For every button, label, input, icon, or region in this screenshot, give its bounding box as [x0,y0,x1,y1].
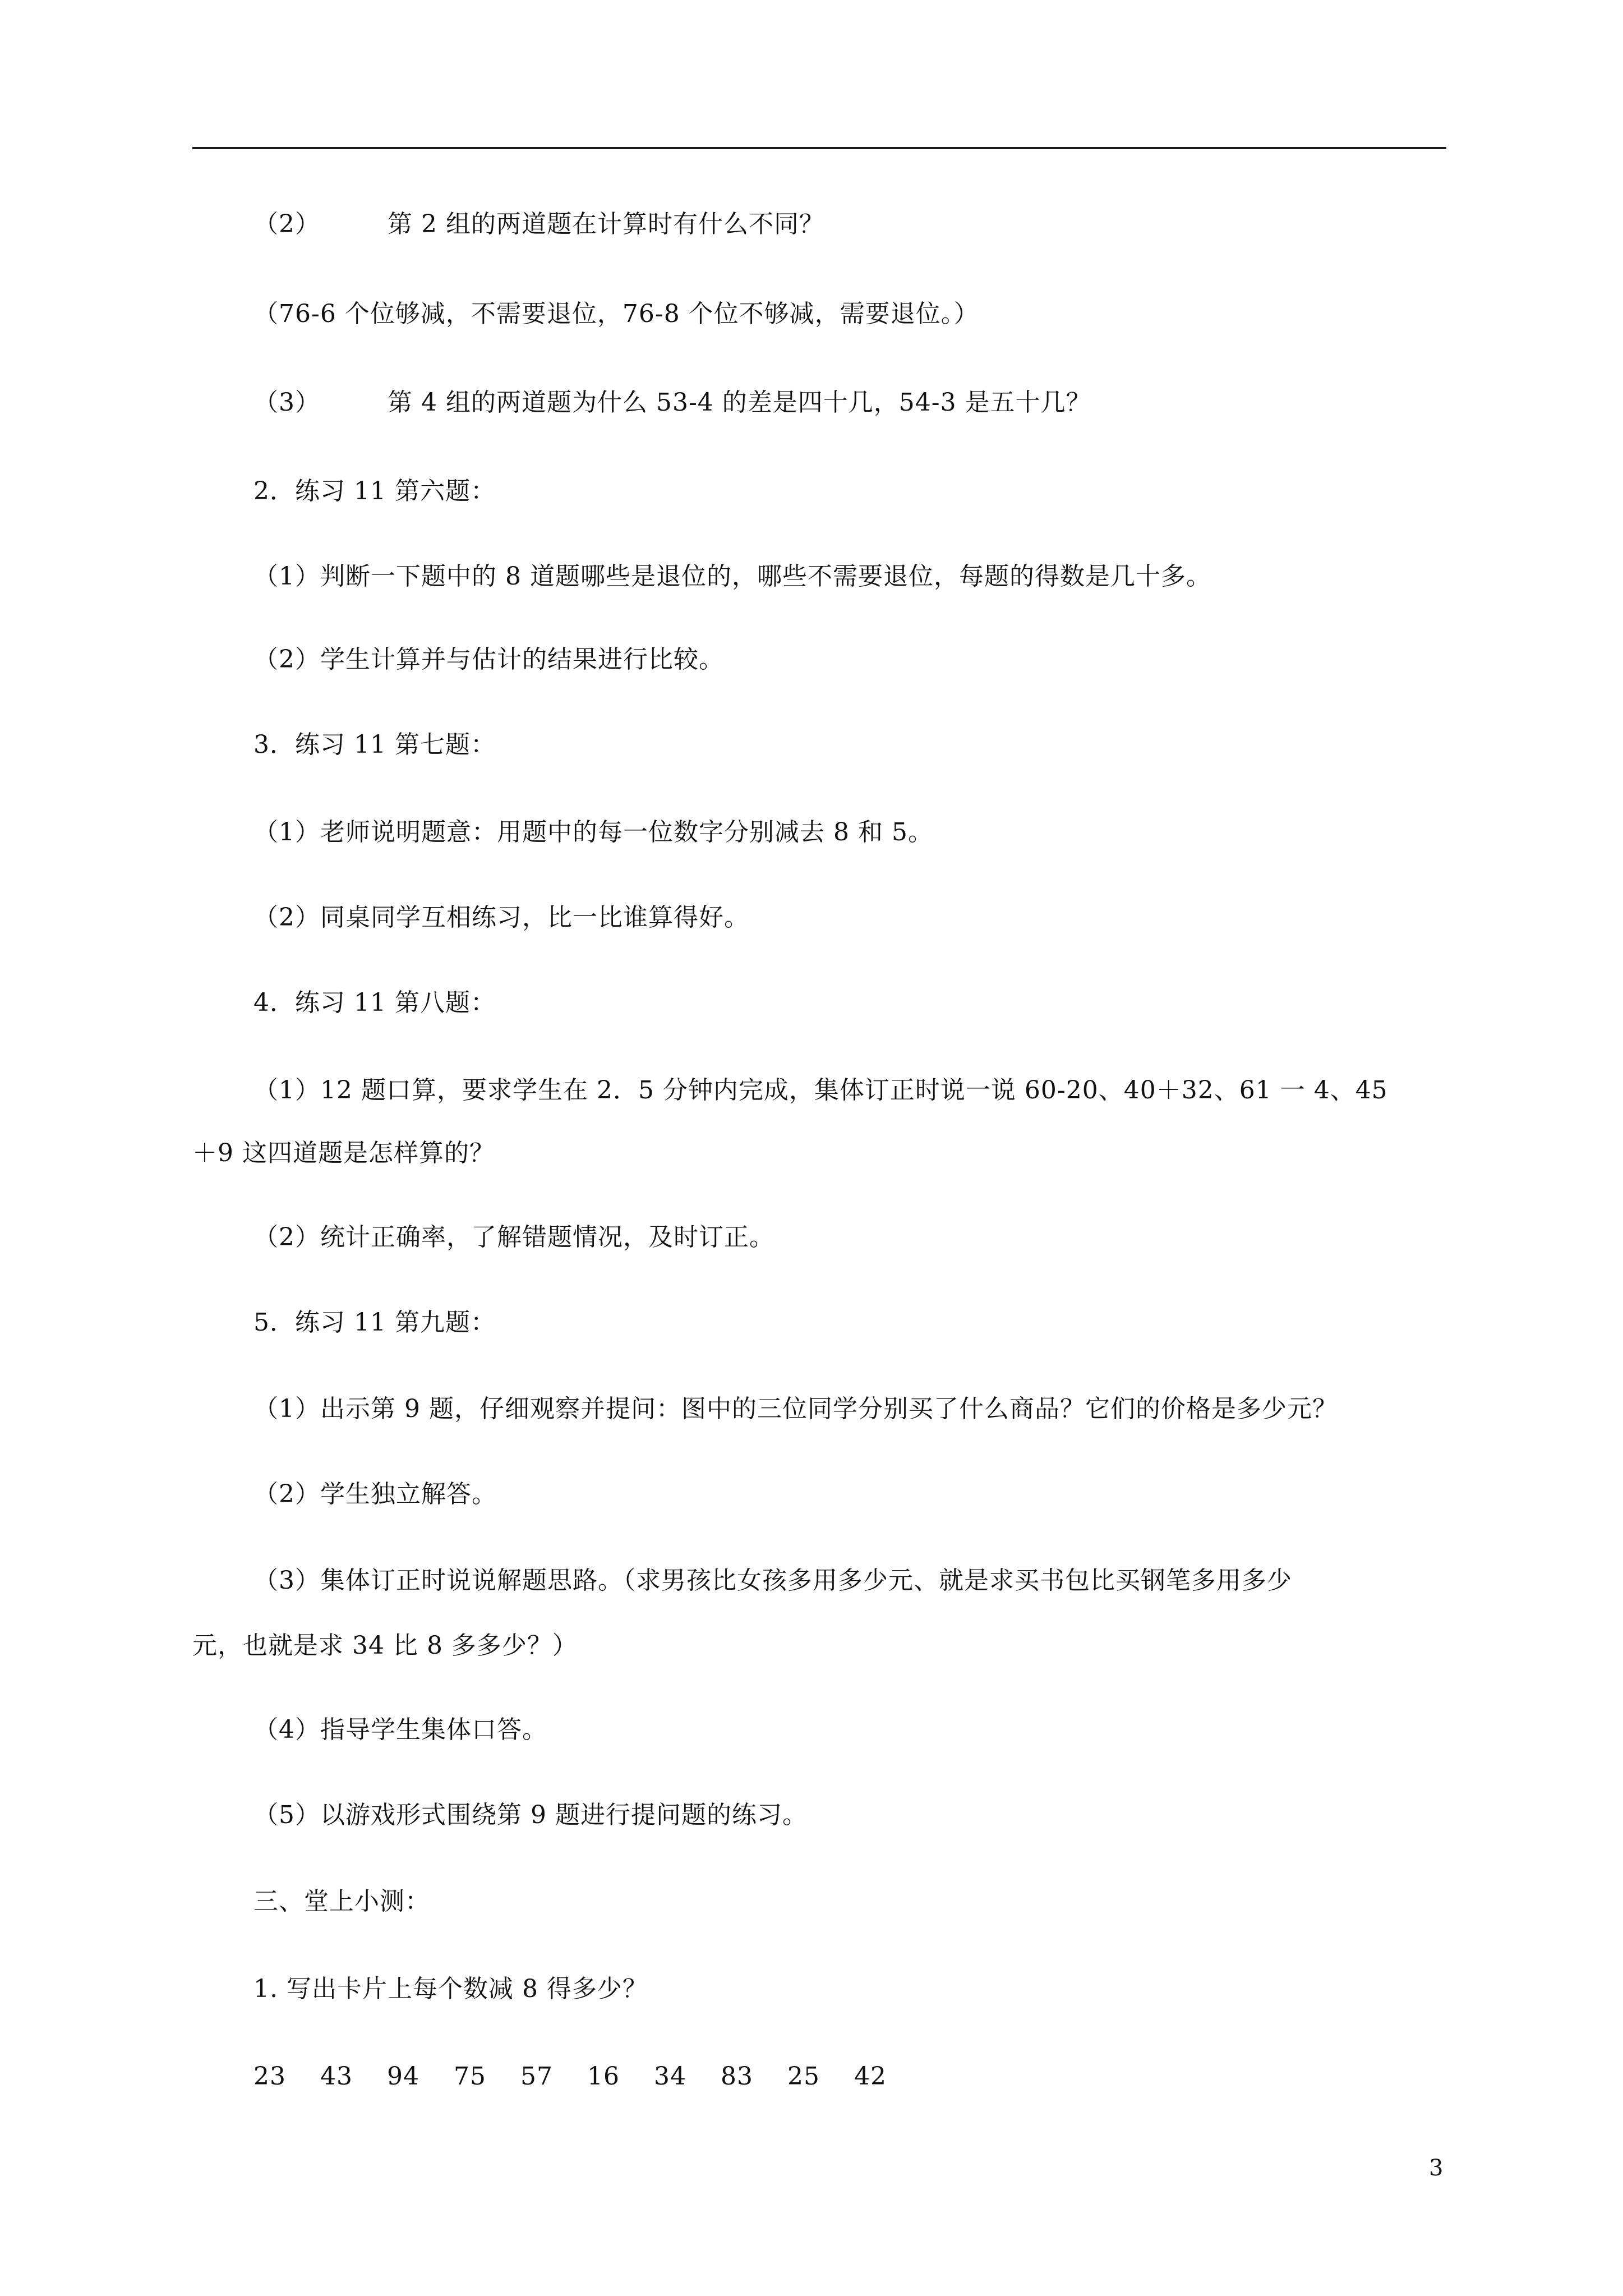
answer-line: （76-6 个位够减，不需要退位，76-8 个位不够减，需要退位。） [253,300,979,328]
paragraph-continuation: 元，也就是求 34 比 8 多多少？） [192,1631,578,1660]
number-row [253,2061,912,2092]
question-line-2 [253,209,824,240]
paragraph: （2）同桌同学互相练习，比一比谁算得好。 [253,903,749,932]
paragraph: （1）判断一下题中的 8 道题哪些是退位的，哪些不需要退位，每题的得数是几十多。 [253,562,1211,591]
number-item: 23 [253,2062,286,2091]
header-rule [192,147,1446,149]
paragraph: （2）统计正确率，了解错题情况，及时订正。 [253,1223,774,1251]
number-item: 83 [721,2062,753,2091]
section-heading-3: 3．练习 11 第七题： [253,730,496,759]
paragraph: （1）出示第 9 题，仔细观察并提问：图中的三位同学分别买了什么商品？它们的价格是多少元？ [253,1395,1338,1423]
section-heading-4: 4．练习 11 第八题： [253,988,496,1017]
paragraph: （1）老师说明题意：用题中的每一位数字分别减去 8 和 5。 [253,818,933,846]
section-heading-5: 5．练习 11 第九题： [253,1308,496,1337]
paragraph-continuation: ＋9 这四道题是怎样算的？ [192,1139,495,1167]
number-item: 25 [787,2062,820,2091]
paragraph: （2）学生独立解答。 [253,1480,497,1508]
paragraph: （1）12 题口算，要求学生在 2．5 分钟内完成，集体订正时说一说 60-20、40＋32、61 一 4、45 [253,1076,1388,1105]
section-heading-quiz: 三、堂上小测： [253,1887,430,1916]
question-number: （3） [253,388,320,417]
question-line-3 [253,387,1091,418]
question-number: （2） [253,210,320,238]
number-item: 43 [320,2062,353,2091]
paragraph: （5）以游戏形式围绕第 9 题进行提问题的练习。 [253,1801,808,1829]
question-text: 第 4 组的两道题为什么 53-4 的差是四十几，54-3 是五十几？ [388,388,1091,417]
number-item: 42 [854,2062,887,2091]
paragraph: （4）指导学生集体口答。 [253,1715,547,1744]
number-item: 34 [654,2062,686,2091]
number-item: 16 [587,2062,620,2091]
number-item: 57 [520,2062,553,2091]
number-item: 94 [387,2062,419,2091]
question-text: 第 2 组的两道题在计算时有什么不同？ [388,210,824,238]
section-heading-2: 2．练习 11 第六题： [253,477,496,505]
quiz-question: 1. 写出卡片上每个数减 8 得多少？ [253,1975,648,2003]
number-item: 75 [454,2062,486,2091]
page-number: 3 [1429,2155,1444,2181]
paragraph: （3）集体订正时说说解题思路。（求男孩比女孩多用多少元、就是求买书包比买钢笔多用多少 [253,1566,1292,1595]
paragraph: （2）学生计算并与估计的结果进行比较。 [253,645,724,674]
